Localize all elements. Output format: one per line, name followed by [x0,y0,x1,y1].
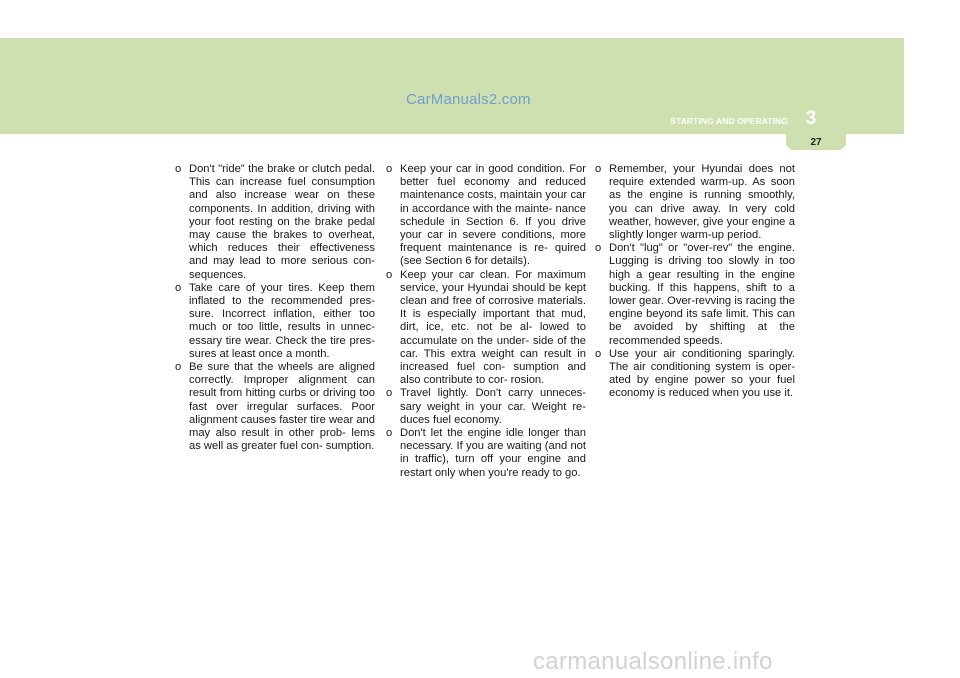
page-number: 27 [810,137,822,148]
bullet-text: Don't let the engine idle longer than necessary. If you are waiting (and not in traffic), turn off your engine and restart only when you're ready to go. [400,427,586,479]
bullet-marker: o [595,347,602,360]
top-watermark: CarManuals2.com [406,91,531,108]
bullet-marker: o [175,163,182,175]
text-column-1 [175,163,375,453]
bullet-marker: o [386,163,393,175]
bullet-item [386,269,586,388]
bullet-marker: o [386,427,393,440]
bullet-item [175,361,375,453]
bullet-text: Keep your car clean. For maximum service, your Hyundai should be kept clean and free of corrosive materials. It is especially important that mud, dirt, ice, etc. not be al- lowed to accumulate on the under- side of the car. This extra weight can result in increased fuel con- sumption and also contribute to cor- rosion. [400,268,586,387]
bullet-text: Don't "lug" or "over-rev" the engine. Lugging is driving too slowly in too high a gear resulting in the engine bucking. If this happens, shift to a lower gear. Over-revving is racing the engine beyond its safe limit. This can be avoided by shifting at the recommended speeds. [609,242,795,347]
bullet-marker: o [175,281,182,294]
bullet-marker: o [175,361,182,374]
bullet-marker: o [595,163,602,175]
section-number: 3 [805,108,817,129]
text-column-2 [386,163,586,480]
bullet-text: Take care of your tires. Keep them inflated to the recommended pres- sure. Incorrect inflation, either too much or too little, results in unnec- essary tire wear. Check the tire pres- sures at least once a month. [189,281,375,360]
bullet-marker: o [595,242,602,255]
bullet-item [595,163,795,242]
text-column-3 [595,163,795,401]
bullet-text: Use your air conditioning sparingly. The air conditioning system is oper- ated by engine power so your fuel economy is reduced when you use it. [609,347,795,400]
bullet-item [175,163,375,282]
bullet-marker: o [386,268,393,281]
bullet-text: Keep your car in good condition. For better fuel economy and reduced maintenance costs, maintain your car in accordance with the mainte- nance schedule in Section 6. If you drive your car in severe conditions, more frequent maintenance is re- quired (see Section 6 for details). [400,163,586,268]
bullet-item [595,242,795,348]
bullet-item [386,427,586,480]
bottom-watermark: carmanualsonline.info [533,648,773,675]
bullet-item [595,348,795,401]
bullet-item [175,282,375,361]
bullet-text: Remember, your Hyundai does not require extended warm-up. As soon as the engine is running smoothly, you can drive away. In very cold weather, however, give your engine a slightly longer warm-up period. [609,163,795,242]
bullet-marker: o [386,387,393,400]
bullet-text: Travel lightly. Don't carry unneces- sary weight in your car. Weight re- duces fuel economy. [400,387,586,426]
section-title: STARTING AND OPERATING [670,116,788,126]
bullet-text: Be sure that the wheels are aligned correctly. Improper alignment can result from hitting curbs or driving too fast over irregular surfaces. Poor alignment causes faster tire wear and may also result in other prob- lems as well as greater fuel con- sumption. [189,361,375,453]
bullet-item [386,163,586,269]
bullet-item [386,387,586,427]
bullet-text: Don't "ride" the brake or clutch pedal. This can increase fuel consumption and also increase wear on these components. In addition, driving with your foot resting on the brake pedal may cause the brakes to overheat, which reduces their effectiveness and may lead to more serious con- sequences. [189,163,375,281]
